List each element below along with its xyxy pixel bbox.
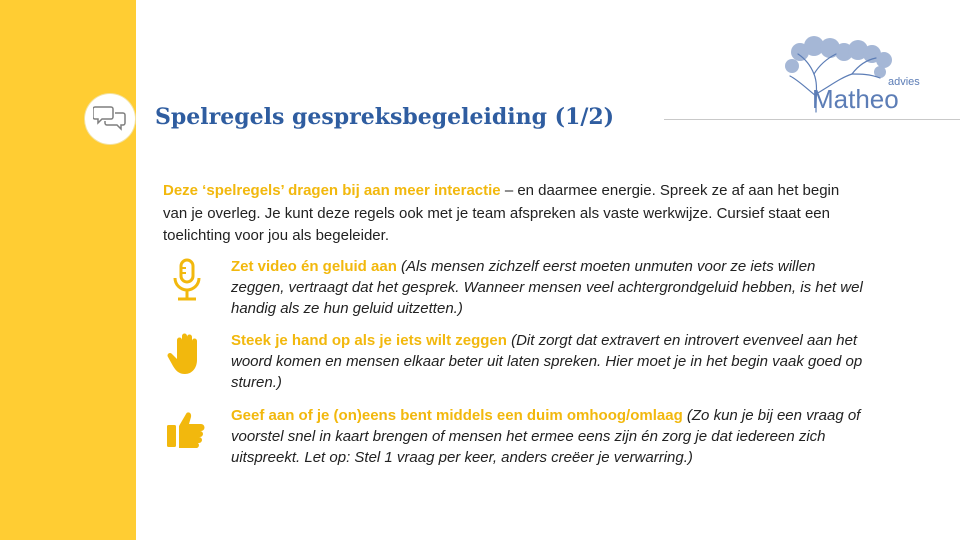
- chat-bubbles-icon: [85, 94, 135, 144]
- thumbs-up-icon: [163, 405, 211, 453]
- microphone-icon: [163, 256, 211, 304]
- title-divider: [664, 119, 960, 120]
- rule-heading: Geef aan of je (on)eens bent middels een duim omhoog/omlaag: [231, 407, 683, 424]
- rule-note: (Dit zorgt dat extravert en introvert evenveel aan het woord komen en mensen elkaar beter uit laten spreken. Hier moet je in het begin vaak goed op sturen.): [231, 332, 863, 391]
- rule-note: (Zo kun je bij een vraag of voorstel snel in kaart brengen of mensen het ermee eens zijn én zorg je dat iedereen zich uitspreekt. Let op: Stel 1 vraag per keer, anders creëer je verwarring.): [231, 407, 861, 466]
- logo-wordmark: Matheo: [812, 84, 899, 114]
- rule-text: [231, 256, 871, 319]
- rule-text: [231, 405, 871, 468]
- logo-tagline: advies: [888, 76, 920, 88]
- page-title: Spelregels gespreksbegeleiding (1/2): [155, 104, 615, 130]
- rule-note: (Als mensen zichzelf eerst moeten unmuten voor ze iets willen zeggen, vertraagt dat het gesprek. Wanneer mensen veel achtergrondgeluid hebben, is het wel handig als ze hun geluid uitzetten.): [231, 258, 863, 317]
- raised-hand-icon: [163, 330, 211, 378]
- yellow-sidebar: [0, 0, 136, 540]
- intro-paragraph: [163, 180, 853, 248]
- intro-text: – en daarmee energie. Spreek ze af aan het begin van je overleg. Je kunt deze regels ook met je team afspreken als vaste werkwijze. Cursief staat een toelichting voor jou als begeleider.: [163, 182, 840, 244]
- rule-heading: Zet video én geluid aan: [231, 258, 397, 275]
- rule-heading: Steek je hand op als je iets wilt zeggen: [231, 332, 507, 349]
- rule-text: [231, 330, 871, 393]
- intro-highlight: Deze ‘spelregels’ dragen bij aan meer interactie: [163, 182, 501, 199]
